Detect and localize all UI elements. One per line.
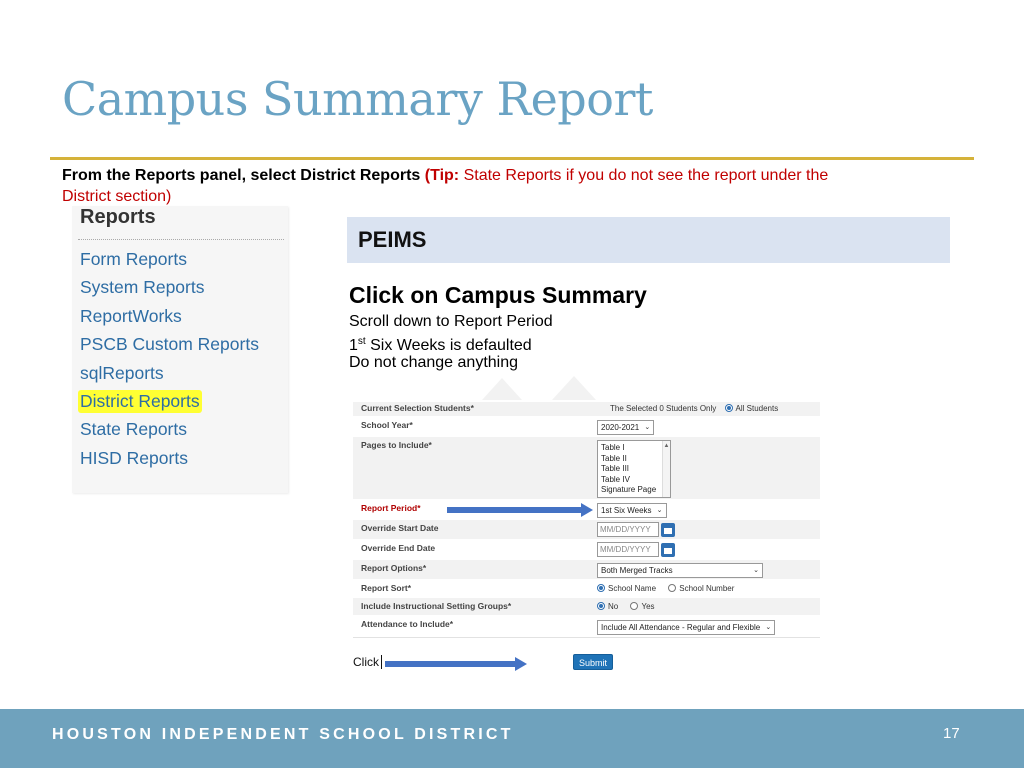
report-period-control (597, 503, 667, 518)
row-report-options (353, 560, 820, 580)
report-form (353, 402, 820, 638)
chevron-down-icon: ⌄ (656, 507, 663, 514)
label-report-options: Report Options* (361, 563, 427, 573)
radio-all-students[interactable] (725, 404, 733, 412)
chevron-down-icon: ⌄ (644, 424, 651, 431)
page-number: 17 (943, 725, 960, 742)
school-year-select[interactable] (597, 420, 654, 435)
slide-title: Campus Summary Report (62, 72, 653, 126)
report-link-hisd-reports[interactable]: HISD Reports (80, 448, 188, 468)
tip-text: State Reports if you do not see the report under the District section) (62, 167, 829, 205)
instructional-groups-options (597, 602, 655, 611)
row-override-end (353, 540, 820, 560)
list-item[interactable]: Signature Page (601, 485, 657, 494)
report-options-control (597, 563, 763, 578)
arrow-submit (385, 657, 527, 671)
peims-label: PEIMS (358, 227, 427, 252)
footer-bar (0, 709, 1024, 768)
reports-divider (78, 239, 284, 240)
option-no[interactable]: No (608, 602, 619, 611)
step-line-scroll: Scroll down to Report Period (349, 313, 553, 330)
option-selected-students-text[interactable]: The Selected 0 Students Only (610, 404, 717, 413)
row-report-sort (353, 580, 820, 598)
label-report-period: Report Period* (361, 503, 421, 513)
row-pages-to-include (353, 437, 820, 500)
override-end-input[interactable]: MM/DD/YYYY (597, 542, 659, 557)
row-instructional-groups (353, 598, 820, 616)
calendar-icon[interactable] (661, 543, 675, 557)
list-item[interactable]: Table I (601, 443, 625, 452)
radio-no[interactable] (597, 602, 605, 610)
chevron-down-icon: ⌄ (765, 624, 772, 631)
override-start-input[interactable]: MM/DD/YYYY (597, 522, 659, 537)
arrow-report-period (447, 503, 593, 517)
step-title: Click on Campus Summary (349, 282, 647, 308)
report-link-district-reports[interactable]: District Reports (80, 391, 200, 411)
attendance-select[interactable] (597, 620, 775, 635)
attendance-value: Include All Attendance - Regular and Flexible (601, 623, 761, 632)
list-item[interactable]: Table IV (601, 474, 630, 484)
override-start-control (597, 522, 675, 537)
list-item[interactable]: Table III (601, 464, 630, 473)
report-options-value: Both Merged Tracks (601, 566, 673, 575)
calendar-icon[interactable] (661, 523, 675, 537)
label-school-year: School Year* (361, 420, 413, 430)
radio-yes[interactable] (630, 602, 638, 610)
report-sort-options (597, 584, 734, 593)
pages-to-include-control (597, 440, 671, 498)
report-period-value: 1st Six Weeks (601, 506, 652, 515)
label-pages-to-include: Pages to Include* (361, 440, 432, 450)
text-cursor (381, 655, 382, 669)
report-link-reportworks[interactable]: ReportWorks (80, 306, 182, 326)
step-line-prefix: 1 (349, 337, 358, 354)
label-current-selection: Current Selection Students* (361, 403, 474, 413)
override-end-control (597, 542, 675, 557)
instruction-text (62, 165, 842, 207)
report-link-form-reports[interactable]: Form Reports (80, 249, 187, 269)
attendance-control (597, 620, 775, 635)
option-school-name[interactable]: School Name (608, 584, 657, 593)
row-school-year (353, 417, 820, 437)
instruction-main: From the Reports panel, select District Reports (62, 167, 421, 184)
label-override-start: Override Start Date (361, 523, 439, 533)
label-instructional-groups: Include Instructional Setting Groups* (361, 601, 512, 611)
option-all-students-text[interactable]: All Students (735, 404, 779, 413)
step-line-no-change: Do not change anything (349, 354, 519, 371)
click-label: Click (353, 655, 379, 669)
report-link-state-reports[interactable]: State Reports (80, 419, 187, 439)
step-line-rest: Six Weeks is defaulted (365, 337, 532, 354)
option-school-number[interactable]: School Number (679, 584, 735, 593)
reports-panel (72, 206, 288, 493)
tip-label: (Tip: (424, 167, 460, 184)
title-divider (50, 157, 974, 160)
step-line-sup: st (357, 336, 366, 347)
submit-button[interactable]: Submit (573, 654, 613, 670)
label-override-end: Override End Date (361, 543, 436, 553)
current-selection-options (610, 404, 778, 413)
label-attendance: Attendance to Include* (361, 619, 454, 629)
row-attendance (353, 616, 820, 638)
label-report-sort: Report Sort* (361, 583, 412, 593)
radio-school-number[interactable] (668, 584, 676, 592)
report-period-select[interactable] (597, 503, 667, 518)
pages-listbox[interactable] (597, 440, 671, 498)
chevron-down-icon: ⌄ (753, 567, 759, 574)
report-options-select[interactable] (597, 563, 763, 578)
school-year-value: 2020-2021 (601, 423, 640, 432)
row-override-start (353, 520, 820, 540)
school-year-control (597, 420, 654, 435)
report-link-sqlreports[interactable]: sqlReports (80, 363, 164, 383)
footer-district-name: HOUSTON INDEPENDENT SCHOOL DISTRICT (52, 726, 514, 743)
list-item[interactable]: Table II (601, 453, 627, 463)
watermark-shape (462, 372, 622, 402)
report-link-pscb-custom-reports[interactable]: PSCB Custom Reports (80, 334, 259, 354)
option-yes[interactable]: Yes (641, 602, 655, 611)
report-link-system-reports[interactable]: System Reports (80, 277, 205, 297)
peims-header (347, 217, 950, 263)
radio-school-name[interactable] (597, 584, 605, 592)
reports-heading: Reports (80, 206, 156, 228)
row-current-selection (353, 402, 820, 417)
listbox-scrollbar[interactable]: ▲ (662, 441, 670, 497)
